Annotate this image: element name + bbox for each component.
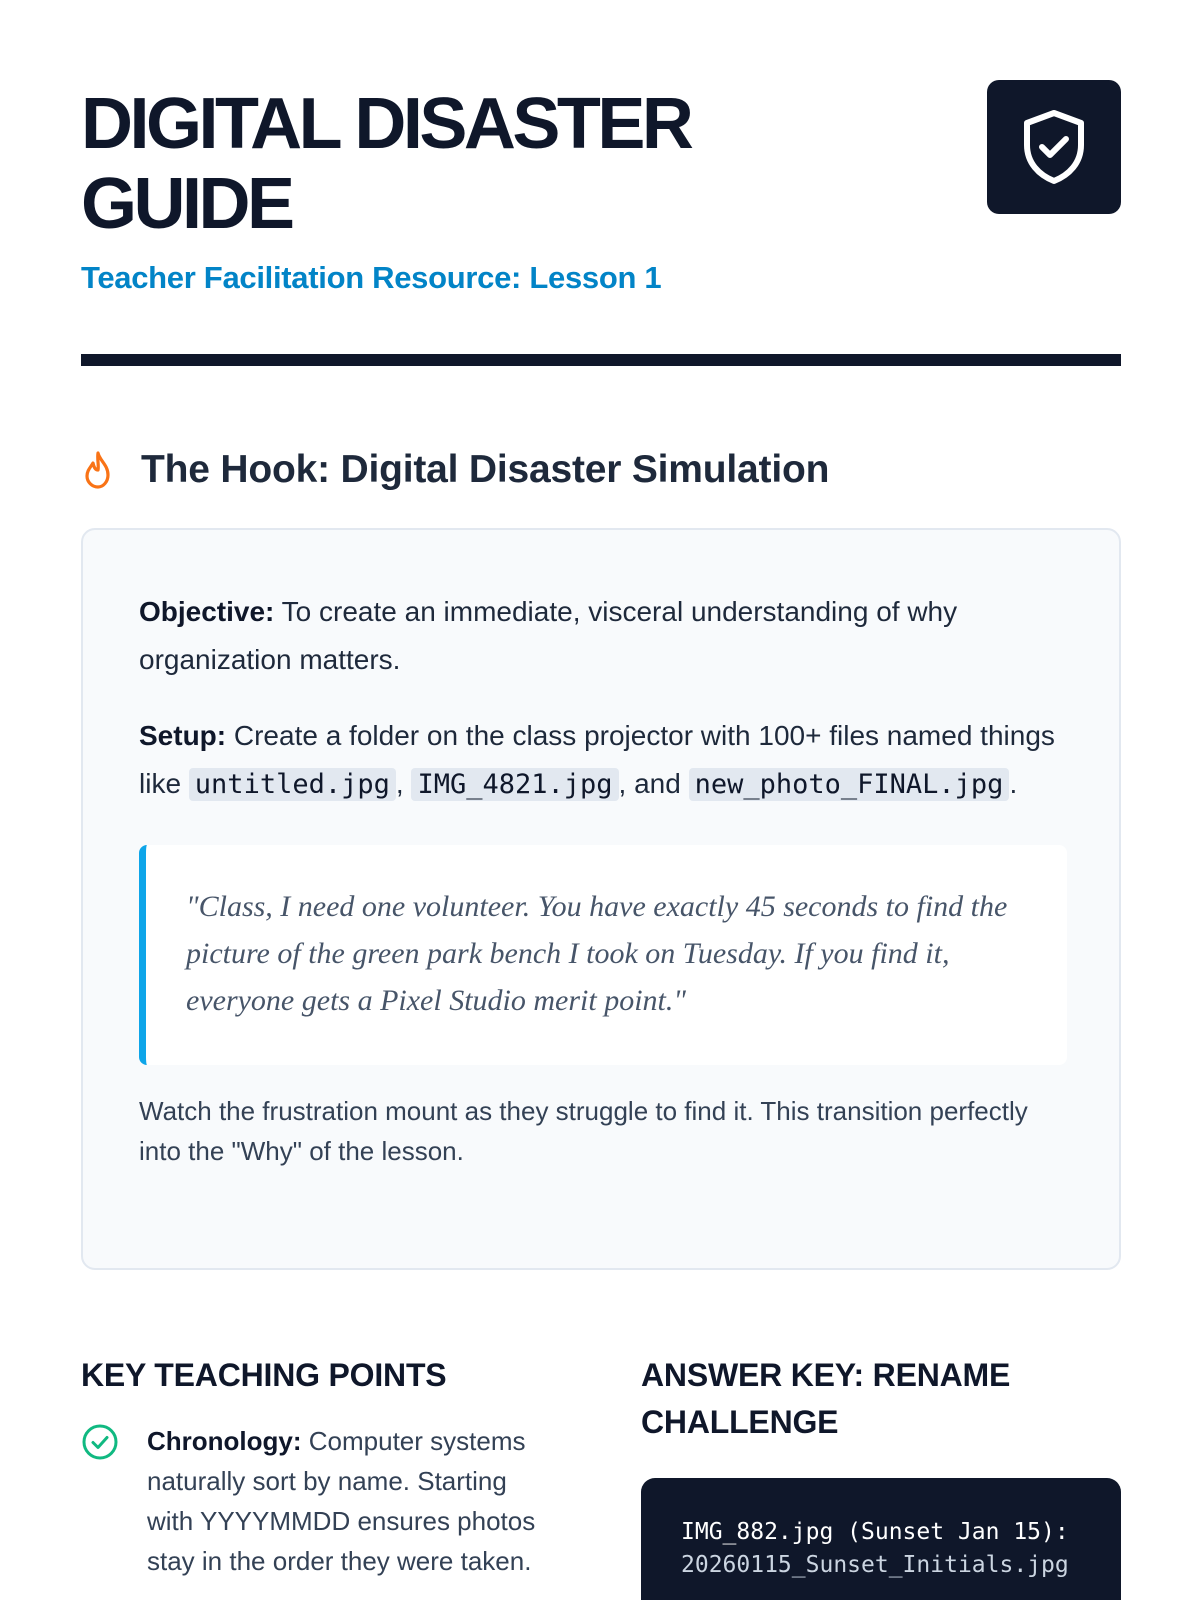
page-title: DIGITAL DISASTER GUIDE — [81, 84, 691, 244]
page-subtitle: Teacher Facilitation Resource: Lesson 1 — [81, 260, 662, 295]
file-name-final: new_photo_FINAL.jpg — [689, 768, 1010, 801]
key-teaching-points — [81, 1352, 561, 1581]
teaching-point-label: Chronology: — [147, 1426, 302, 1456]
hook-heading: The Hook: Digital Disaster Simulation — [141, 448, 830, 491]
separator: , — [395, 768, 412, 799]
setup-end: . — [1009, 768, 1018, 799]
hook-heading-row — [81, 448, 829, 492]
renamed-file-name: 20260115_Sunset_Initials.jpg — [681, 1552, 1069, 1578]
original-file-name: IMG_882.jpg (Sunset Jan 15): — [681, 1519, 1069, 1545]
teaching-point-text — [147, 1421, 557, 1581]
follow-up-text: Watch the frustration mount as they struggle to find it. This transition perfectly into the "Why" of the lesson. — [139, 1096, 1028, 1166]
file-name-img: IMG_4821.jpg — [411, 768, 618, 801]
flame-icon — [81, 450, 117, 490]
objective-paragraph — [139, 588, 1069, 684]
separator: , and — [618, 768, 689, 799]
page — [81, 0, 1121, 1600]
quote-text: "Class, I need one volunteer. You have exactly 45 seconds to find the picture of the green park bench I took on Tuesday. If you find it, everyone gets a Pixel Studio merit point." — [186, 890, 1008, 1017]
setup-text: Create a folder on the class projector with 100+ files named things like — [139, 720, 1055, 799]
list-item — [81, 1421, 561, 1581]
header — [81, 84, 1121, 296]
objective-text: To create an immediate, visceral understanding of why organization matters. — [139, 596, 958, 675]
hook-card — [81, 528, 1121, 1270]
answer-key — [641, 1352, 1121, 1600]
setup-label: Setup: — [139, 720, 227, 751]
setup-paragraph — [139, 712, 1069, 809]
shield-check-icon — [987, 80, 1121, 214]
answer-key-heading: ANSWER KEY: RENAME CHALLENGE — [641, 1357, 1011, 1440]
teaching-points-heading: KEY TEACHING POINTS — [81, 1357, 447, 1393]
check-circle-icon — [81, 1423, 119, 1461]
teaching-point-body: Computer systems naturally sort by name. Starting with YYYYMMDD ensures photos stay in the order they were taken. — [147, 1426, 536, 1576]
teacher-script-quote — [139, 845, 1067, 1065]
file-name-untitled: untitled.jpg — [189, 768, 396, 801]
header-divider — [81, 354, 1121, 366]
objective-label: Objective: — [139, 596, 275, 627]
answer-key-code-block — [641, 1478, 1121, 1600]
